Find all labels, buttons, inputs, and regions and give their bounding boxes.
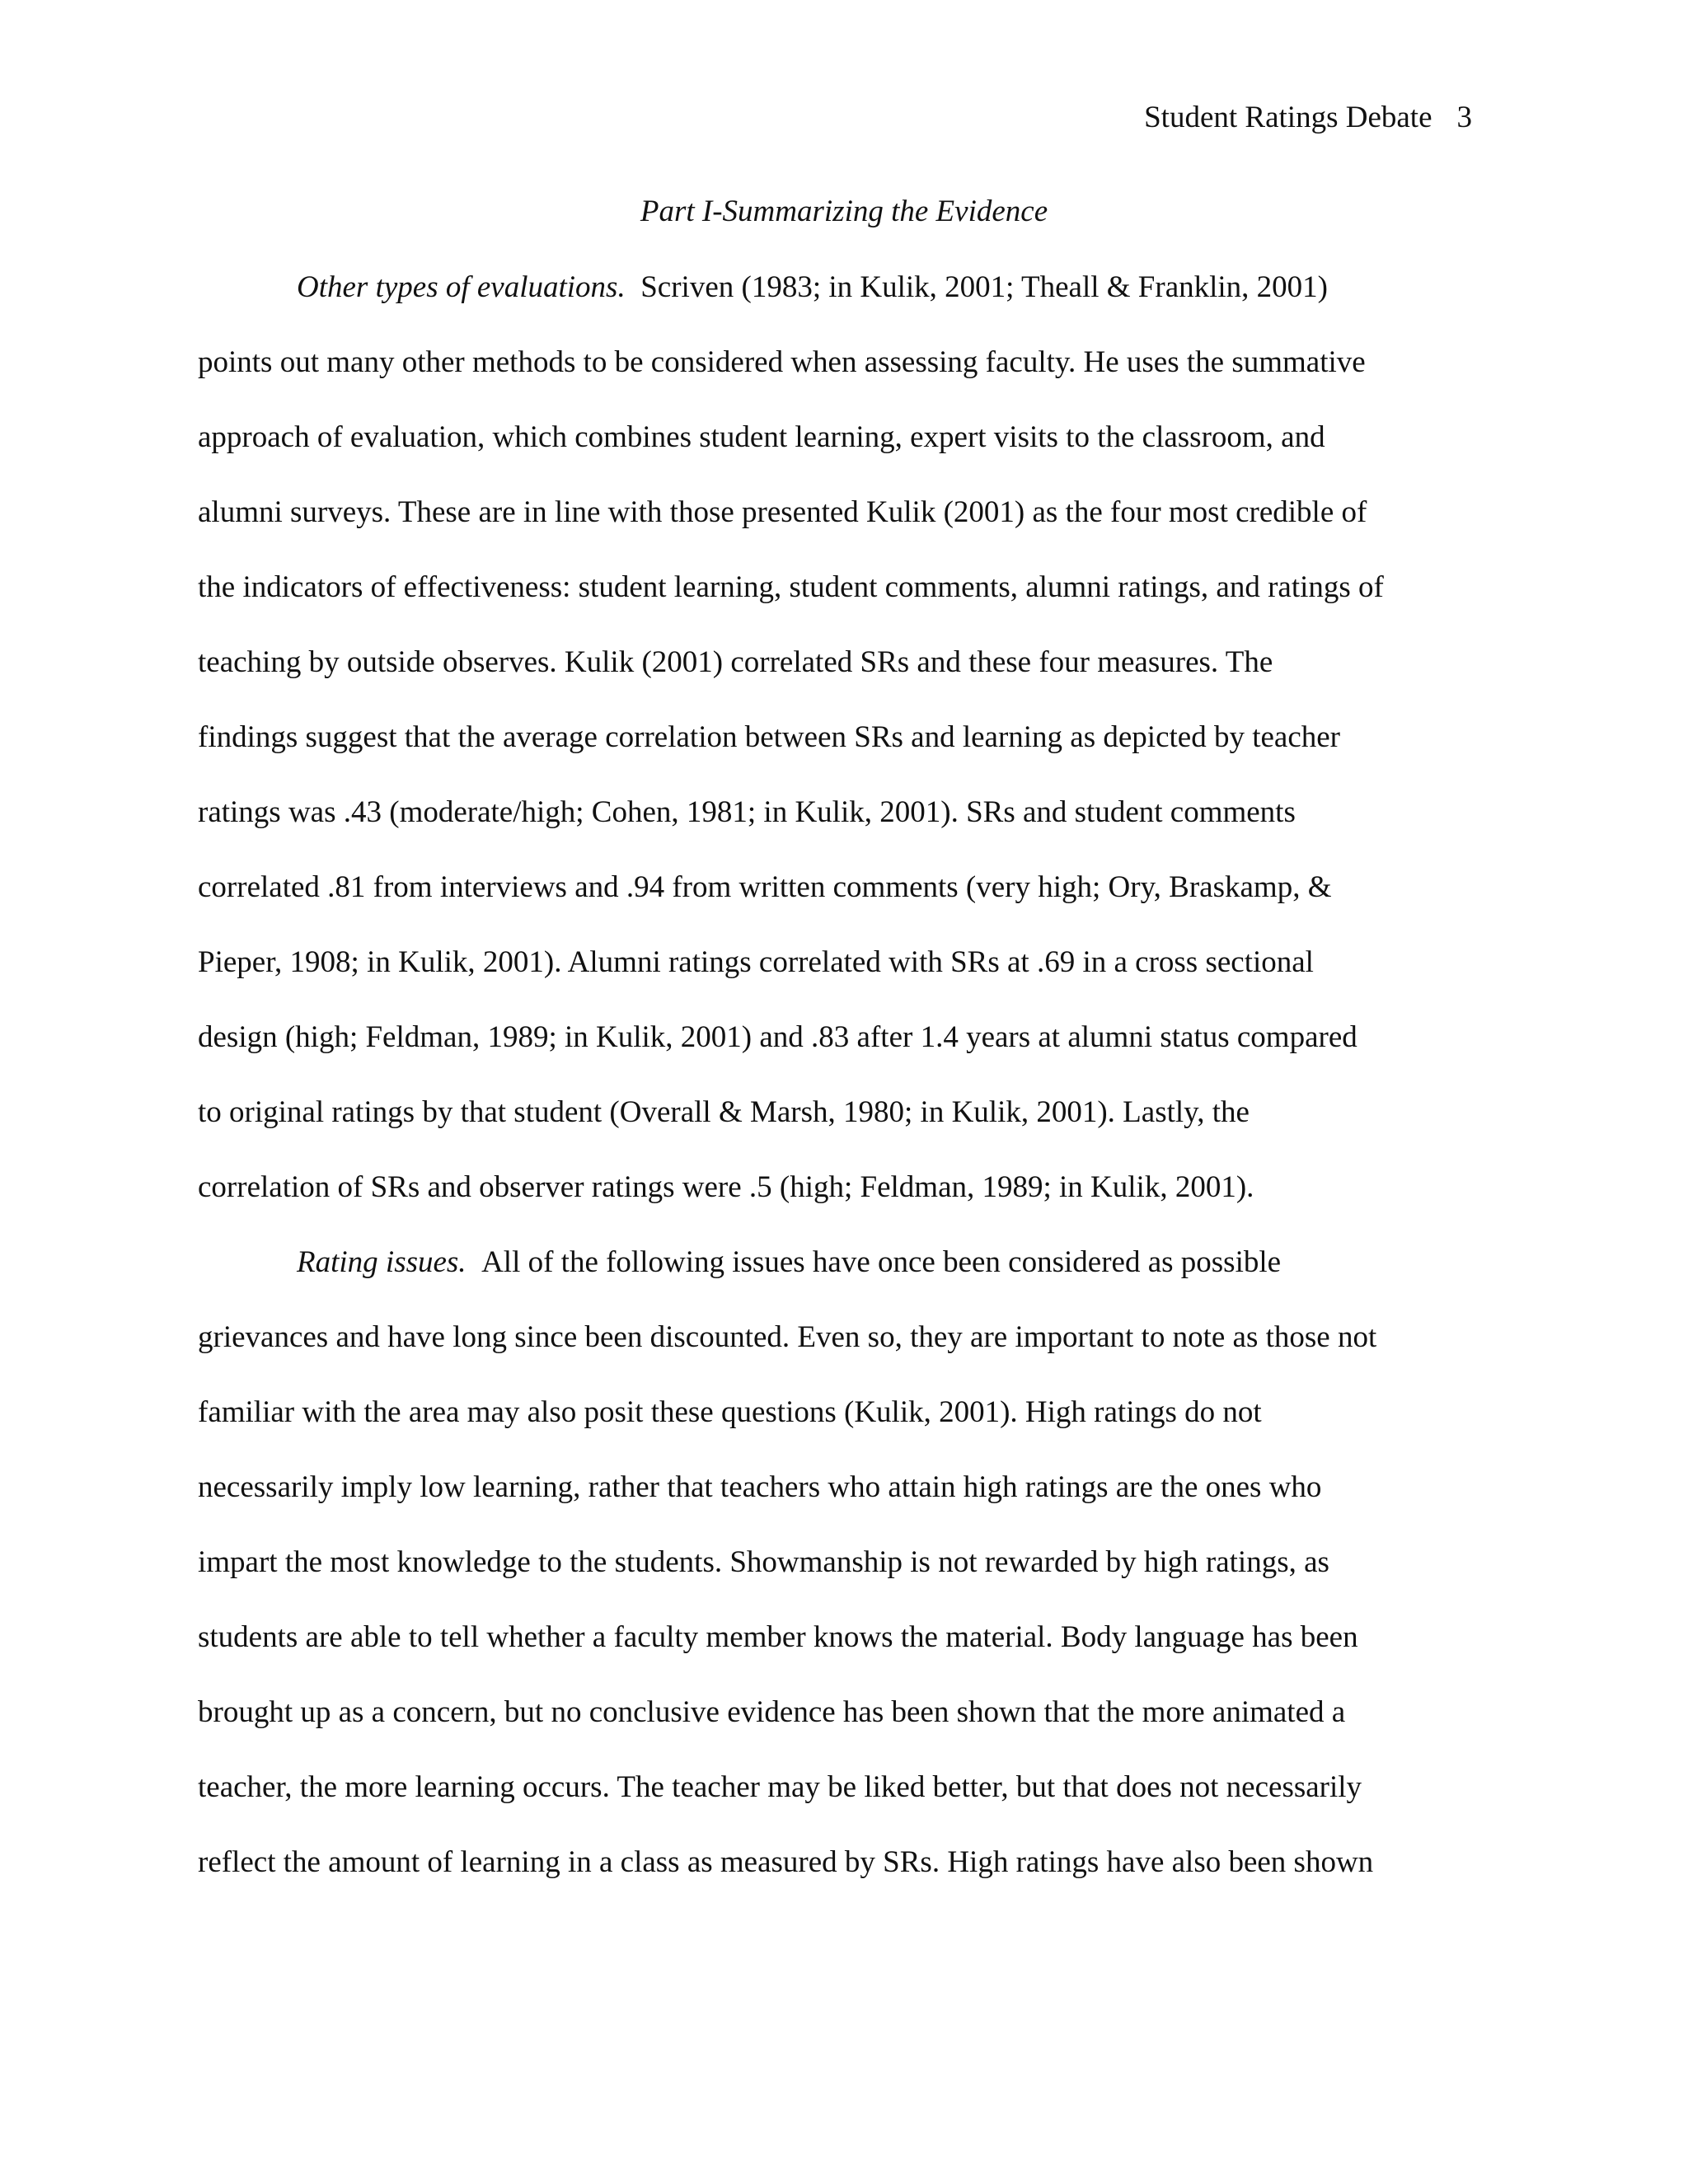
paragraph-line: approach of evaluation, which combines student learning, expert visits to the classroom, and	[198, 420, 1325, 454]
paragraph-line: teaching by outside observes. Kulik (2001) correlated SRs and these four measures. The	[198, 645, 1273, 679]
paragraph-line: alumni surveys. These are in line with those presented Kulik (2001) as the four most credible of	[198, 495, 1367, 529]
paragraph-line: Pieper, 1908; in Kulik, 2001). Alumni ratings correlated with SRs at .69 in a cross sectional	[198, 945, 1314, 979]
paragraph-line	[297, 267, 1328, 308]
paragraph-line: necessarily imply low learning, rather that teachers who attain high ratings are the ones who	[198, 1470, 1322, 1504]
paragraph-line: familiar with the area may also posit these questions (Kulik, 2001). High ratings do not	[198, 1395, 1262, 1429]
paragraph-text: Scriven (1983; in Kulik, 2001; Theall & Franklin, 2001)	[640, 270, 1329, 304]
paragraph-line: grievances and have long since been discounted. Even so, they are important to note as those not	[198, 1320, 1377, 1354]
running-head	[1144, 97, 1472, 138]
paragraph-line	[297, 1242, 1281, 1283]
paragraph-text: All of the following issues have once been considered as possible	[481, 1245, 1282, 1279]
paragraph-line: impart the most knowledge to the students. Showmanship is not rewarded by high ratings, as	[198, 1545, 1329, 1579]
paragraph-line: ratings was .43 (moderate/high; Cohen, 1981; in Kulik, 2001). SRs and student comments	[198, 795, 1296, 829]
paragraph-line: points out many other methods to be considered when assessing faculty. He uses the summative	[198, 345, 1366, 379]
section-heading: Part I-Summarizing the Evidence	[640, 194, 1048, 228]
paragraph-heading-rating-issues: Rating issues.	[297, 1245, 467, 1279]
paragraph-line: students are able to tell whether a faculty member knows the material. Body language has been	[198, 1620, 1358, 1654]
page-number: 3	[1456, 101, 1472, 134]
paragraph-heading-other-evaluations: Other types of evaluations.	[297, 270, 626, 304]
paragraph-line: correlation of SRs and observer ratings were .5 (high; Feldman, 1989; in Kulik, 2001).	[198, 1170, 1254, 1204]
paragraph-line: reflect the amount of learning in a class as measured by SRs. High ratings have also been shown	[198, 1845, 1374, 1879]
paragraph-line: design (high; Feldman, 1989; in Kulik, 2001) and .83 after 1.4 years at alumni status compared	[198, 1020, 1357, 1054]
paragraph-line: the indicators of effectiveness: student learning, student comments, alumni ratings, and ratings of	[198, 570, 1384, 604]
paragraph-line: correlated .81 from interviews and .94 from written comments (very high; Ory, Braskamp, &	[198, 870, 1332, 904]
paragraph-line: findings suggest that the average correlation between SRs and learning as depicted by teacher	[198, 720, 1340, 754]
paragraph-line: to original ratings by that student (Overall & Marsh, 1980; in Kulik, 2001). Lastly, the	[198, 1095, 1250, 1129]
running-head-title: Student Ratings Debate	[1144, 101, 1432, 134]
paragraph-line: teacher, the more learning occurs. The teacher may be liked better, but that does not necessarily	[198, 1770, 1362, 1804]
paragraph-line: brought up as a concern, but no conclusive evidence has been shown that the more animated a	[198, 1695, 1346, 1729]
